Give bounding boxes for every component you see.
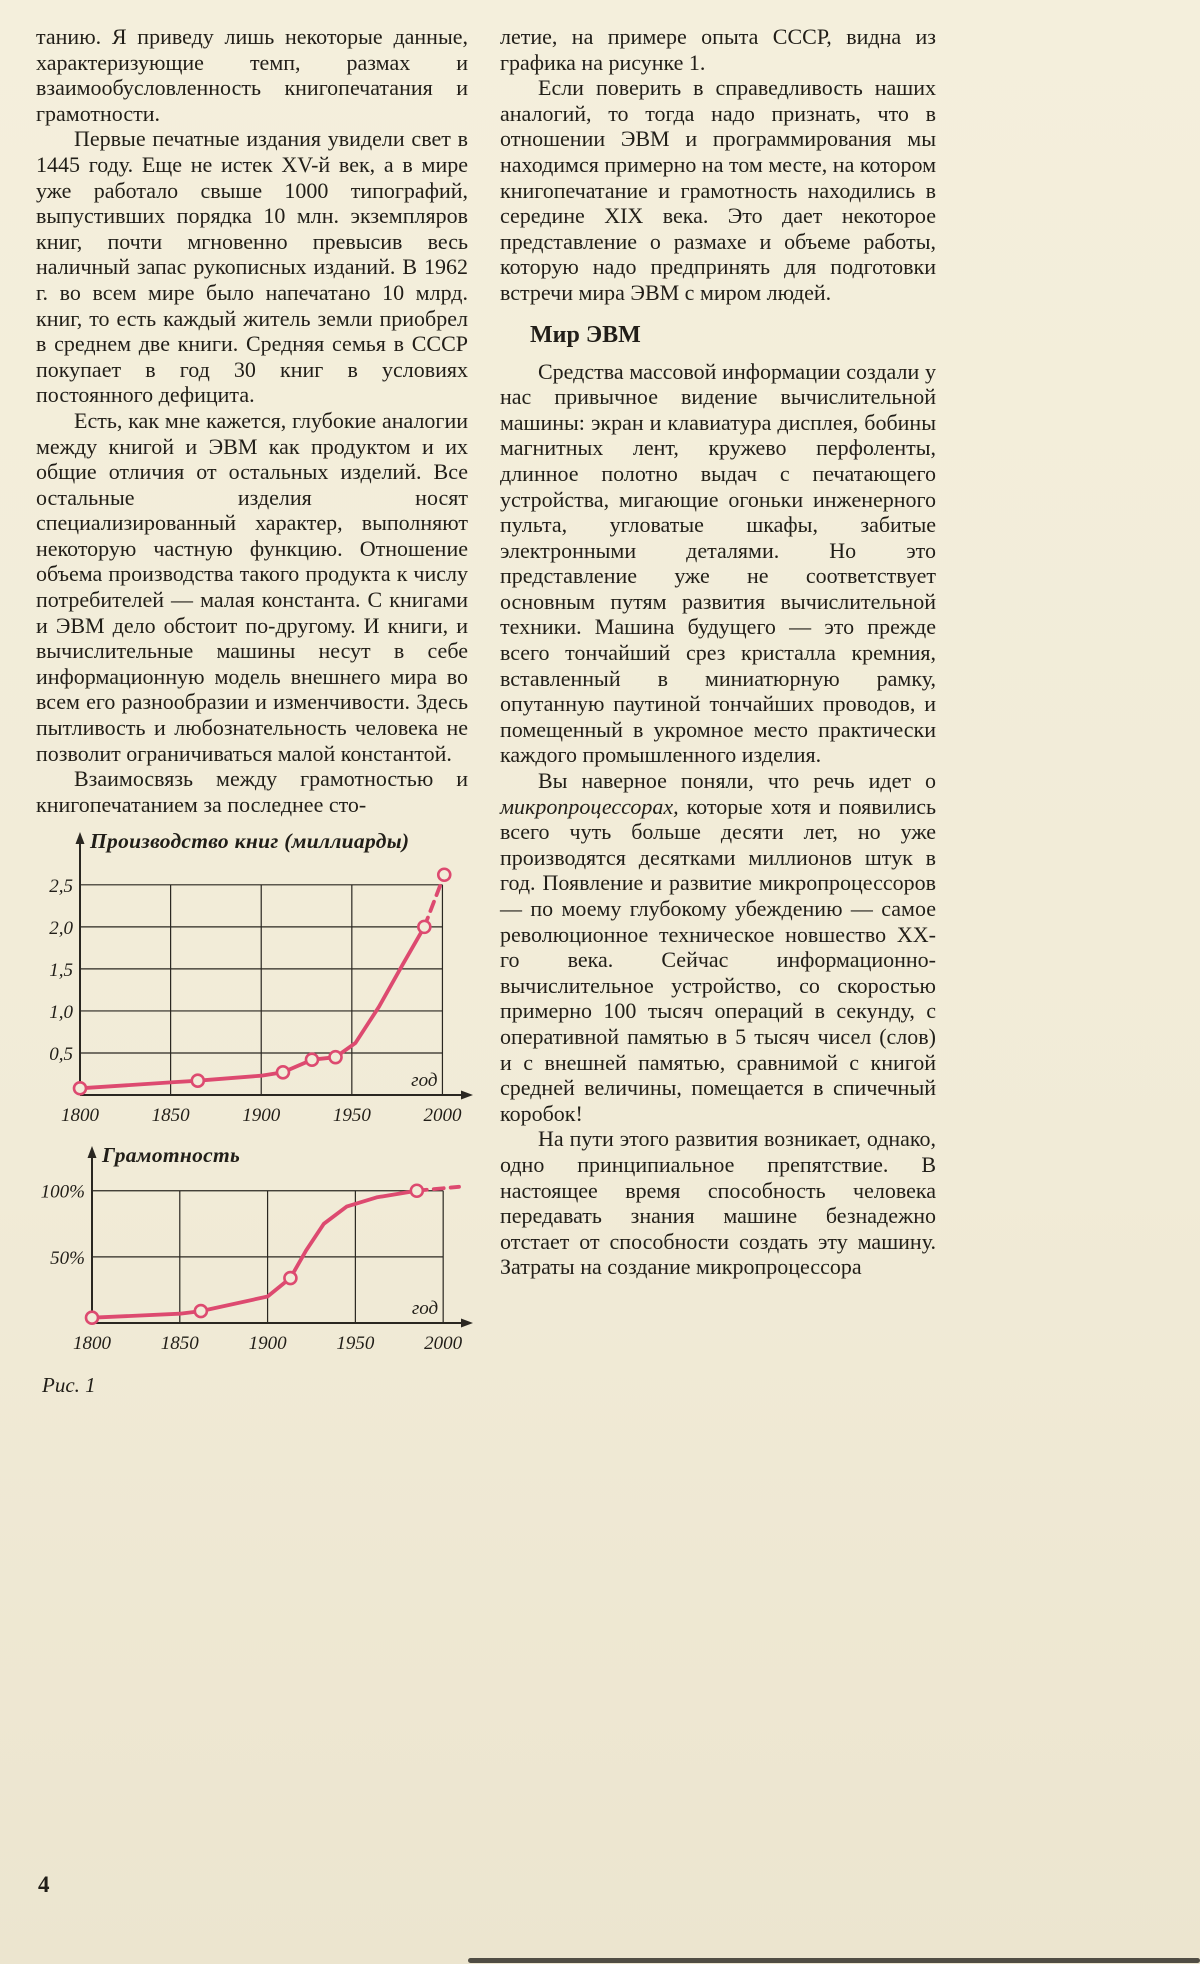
literacy-chart xyxy=(36,1143,476,1357)
paragraph-text: Вы наверное поняли, что речь идет о xyxy=(538,768,936,794)
paragraph: Средства массовой информации создали у нас привычное видение вычислительной машины: экран и клавиатура дисплея, бобины магнитных лент, кружево перфоленты, длинное полотно выдач с печатающего устройства, мигающие огоньки инженерного пульта, угловатые шкафы, забитые электронными деталями. Но это представление уже не соответствует основным путям развития вычислительной техники. Машина будущего — это прежде всего тончайший срез кристалла кремния, вставленный в миниатюрную рамку, опутанную паутиной тончайших проводов, и помещенный в укромное место практически каждого промышленного изделия. xyxy=(500,358,936,768)
paragraph-text: которые хотя и появились всего чуть больше десяти лет, но уже производятся десятками миллионов штук в год. Появление и развитие микропроцессоров — по моему глубокому убеждению — самое революционное техническое новшество XX-го века. Сейчас информационно-вычислительное устройство, со скоростью примерно 100 тысяч операций в секунду, с оперативной памятью в 5 тысяч чисел (слов) и с внешней памятью, сравнимой с книгой средней величины, помещается в спичечный коробок! xyxy=(500,793,936,1126)
book-production-chart xyxy=(36,829,476,1129)
svg-text:1,5: 1,5 xyxy=(49,960,73,982)
svg-text:2000: 2000 xyxy=(423,1105,462,1127)
paragraph xyxy=(500,768,936,1126)
section-heading: Мир ЭВМ xyxy=(530,321,641,348)
chart-title: Грамотность xyxy=(102,1143,241,1168)
svg-text:1950: 1950 xyxy=(336,1333,375,1355)
svg-text:1900: 1900 xyxy=(248,1333,287,1355)
paragraph: Если поверить в справедливость наших аналогий, то тогда надо признать, что в отношении ЭВМ и программирования мы находимся примерно на том месте, на котором книгопечатание и грамотность находились в середине XIX века. Это дает некоторое представление о размахе и объеме работы, которую надо предпринять для подготовки встречи мира ЭВМ с миром людей. xyxy=(500,75,936,305)
paragraph: летие, на примере опыта СССР, видна из графика на рисунке 1. xyxy=(500,24,936,75)
svg-text:1900: 1900 xyxy=(242,1105,281,1127)
emphasis-term: микропроцессорах, xyxy=(500,793,679,819)
literacy-plot xyxy=(36,1143,476,1357)
svg-text:1800: 1800 xyxy=(73,1333,111,1355)
svg-text:50%: 50% xyxy=(50,1248,85,1270)
page-number: 4 xyxy=(38,1872,50,1897)
paragraph: На пути этого развития возникает, однако, одно принципиальное препятствие. В настоящее время способность человека передавать знания машине безнадежно отстает от способности создать эту машину. Затраты на создание микропроцессора xyxy=(500,1126,936,1280)
svg-text:1,0: 1,0 xyxy=(49,1002,73,1024)
paragraph: Первые печатные издания увидели свет в 1445 году. Еще не истек XV-й век, а в мире уже работало свыше 1000 типографий, выпустивших порядка 10 млн. экземпляров книг, почти мгновенно превысив весь наличный запас рукописных изданий. В 1962 г. во всем мире было напечатано 10 млрд. книг, то есть каждый житель земли приобрел в среднем две книги. Средняя семья в СССР покупает в год 30 книг в условиях постоянного дефицита. xyxy=(36,126,468,408)
svg-text:1950: 1950 xyxy=(332,1105,371,1127)
book-production-plot xyxy=(36,829,476,1129)
svg-text:2000: 2000 xyxy=(424,1333,463,1355)
paragraph: Взаимосвязь между грамотностью и книгопечатанием за последнее сто- xyxy=(36,766,468,817)
svg-text:1850: 1850 xyxy=(160,1333,199,1355)
right-column xyxy=(500,24,936,1280)
svg-text:2,5: 2,5 xyxy=(49,876,73,898)
svg-text:0,5: 0,5 xyxy=(49,1044,73,1066)
figure-caption: Рис. 1 xyxy=(42,1373,96,1398)
chart-title: Производство книг (миллиарды) xyxy=(90,829,410,854)
left-column xyxy=(36,24,468,1398)
svg-text:100%: 100% xyxy=(40,1182,85,1204)
svg-text:год: год xyxy=(411,1070,438,1092)
svg-text:1850: 1850 xyxy=(151,1105,190,1127)
paragraph: Есть, как мне кажется, глубокие аналогии между книгой и ЭВМ как продуктом и их общие отличия от остальных изделий. Все остальные изделия носят специализированный характер, выполняют некоторую частную функцию. Отношение объема производства такого продукта к числу потребителей — малая константа. С книгами и ЭВМ дело обстоит по-другому. И книги, и вычислительные машины несут в себе информационную модель внешнего мира во всем его разнообразии и изменчивости. Здесь пытливость и любознательность человека не позволит ограничиваться малой константой. xyxy=(36,407,468,766)
page-edge-shadow xyxy=(468,1958,1200,1963)
svg-text:год: год xyxy=(411,1298,439,1320)
svg-text:1800: 1800 xyxy=(61,1105,99,1127)
paragraph: танию. Я приведу лишь некоторые данные, характеризующие темп, размах и взаимообусловленность книгопечатания и грамотности. xyxy=(36,24,468,126)
svg-text:2,0: 2,0 xyxy=(49,918,73,940)
